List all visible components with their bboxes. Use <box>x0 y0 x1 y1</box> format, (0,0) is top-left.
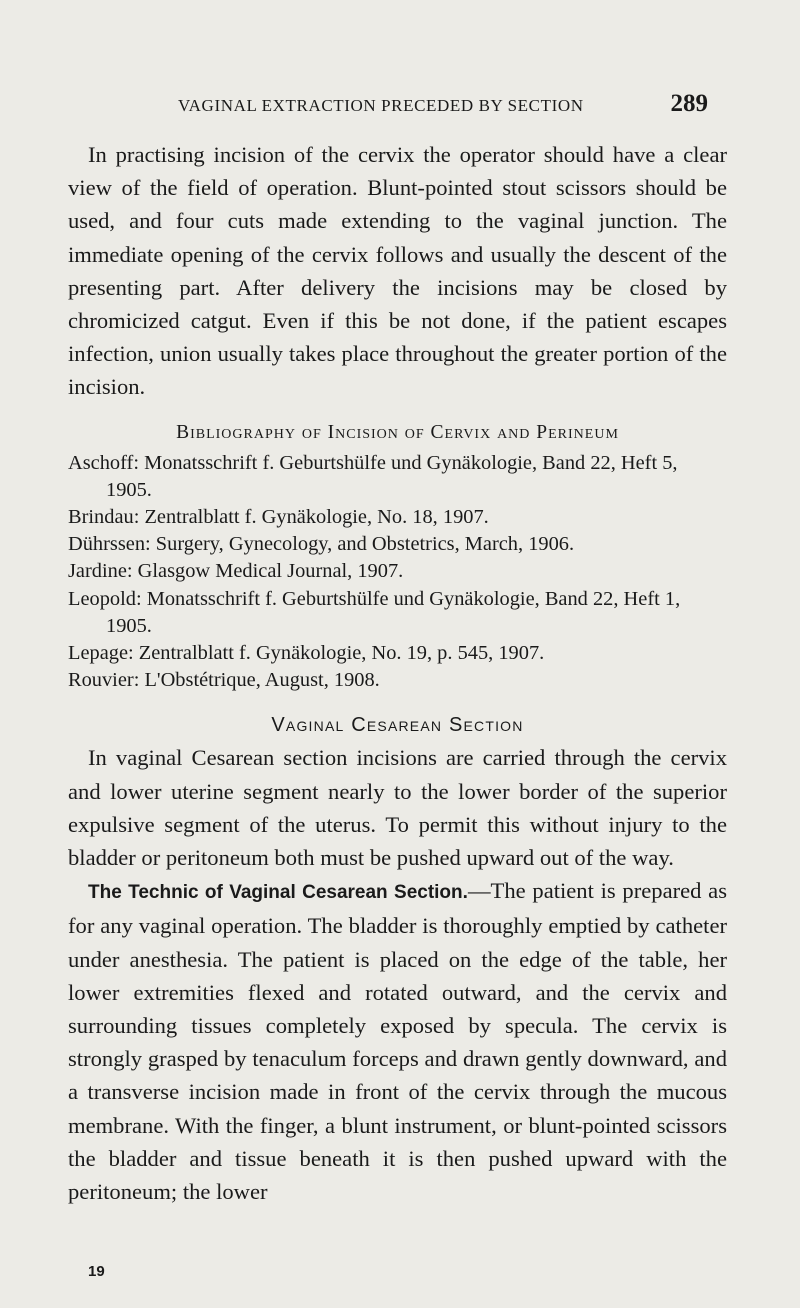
vaginal-cesarean-paragraph: In vaginal Cesarean section incisions are carried through the cervix and lower uterine segment nearly to the lower border of the superior expulsive segment of the uterus. To permit this without injury to the bladder or peritoneum both must be pushed upward out of the way. <box>68 745 727 871</box>
bibliography-entry: Brindau: Zentralblatt f. Gynäkologie, No. 18, 1907. <box>68 506 489 529</box>
bibliography-list <box>68 450 727 695</box>
technic-paragraph <box>68 874 727 1208</box>
page-number: 289 <box>670 90 708 117</box>
bibliography-entry: Rouvier: L'Obstétrique, August, 1908. <box>68 669 380 692</box>
intro-paragraph: In practising incision of the cervix the operator should have a clear view of the field of operation. Blunt-pointed stout scissors should be used, and four cuts made extending to the vaginal junction. The immediate opening of the cervix follows and usually the descent of the presenting part. After delivery the incisions may be closed by chromicized catgut. Even if this be not done, if the patient escapes infection, union usually takes place throughout the greater portion of the incision. <box>68 142 727 400</box>
running-head: VAGINAL EXTRACTION PRECEDED BY SECTION <box>178 96 584 115</box>
bibliography-heading: Bibliography of Incision of Cervix and Perineum <box>176 421 619 443</box>
bibliography-entry: Leopold: Monatsschrift f. Geburtshülfe und Gynäkologie, Band 22, Heft 1, 1905. <box>68 587 681 637</box>
technic-text: —The patient is prepared as for any vaginal operation. The bladder is thoroughly emptied by catheter under anesthesia. The patient is placed on the edge of the table, her lower extremities flexed and rotated outward, and the cervix and surrounding tissues completely exposed by specula. The cervix is strongly grasped by tenaculum forceps and drawn gently downward, and a transverse incision made in front of the cervix through the mucous membrane. With the finger, a blunt instrument, or blunt-pointed scissors the bladder and tissue beneath it is then pushed upward with the peritoneum; the lower <box>68 878 728 1205</box>
bibliography-entry: Dührssen: Surgery, Gynecology, and Obstetrics, March, 1906. <box>68 533 575 556</box>
bibliography-entry: Lepage: Zentralblatt f. Gynäkologie, No. 19, p. 545, 1907. <box>68 642 545 665</box>
body-text <box>68 138 727 1208</box>
page-header <box>178 90 708 118</box>
bibliography-entry: Aschoff: Monatsschrift f. Geburtshülfe und Gynäkologie, Band 22, Heft 5, 1905. <box>68 451 678 501</box>
section-heading-vaginal-cesarean: Vaginal Cesarean Section <box>271 714 524 737</box>
technic-run-in-heading: The Technic of Vaginal Cesarean Section. <box>88 882 468 904</box>
signature-mark: 19 <box>88 1263 105 1280</box>
bibliography-entry: Jardine: Glasgow Medical Journal, 1907. <box>68 560 404 583</box>
